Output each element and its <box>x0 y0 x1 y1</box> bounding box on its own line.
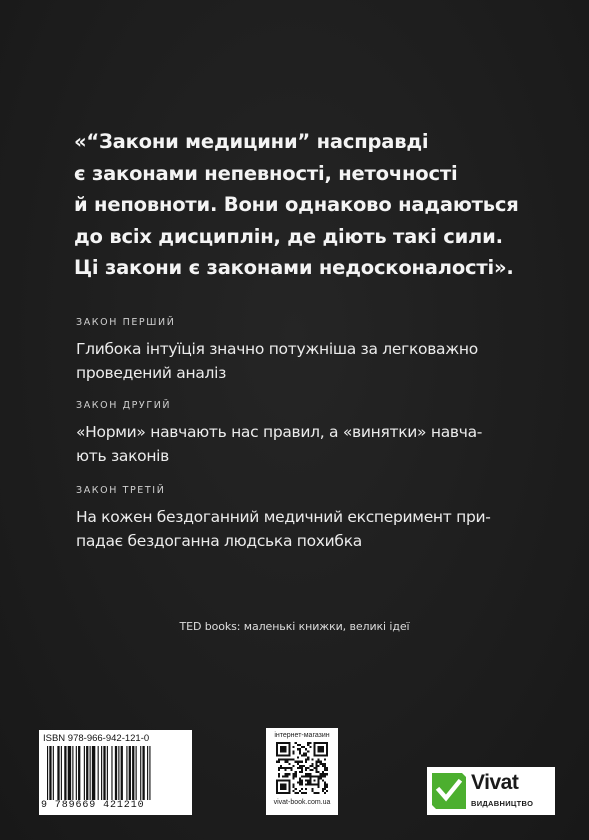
publisher-name: Vivat <box>471 771 519 794</box>
law-third <box>76 484 536 553</box>
law-label: ЗАКОН ДРУГИЙ <box>76 400 172 411</box>
law-text-line: ють законів <box>76 447 169 465</box>
shop-url: vivat-book.com.ua <box>273 799 331 806</box>
isbn-number: ISBN 978-966-942-121-0 <box>43 733 150 744</box>
law-text-line: падає бездоганна людська похибка <box>76 532 362 550</box>
cover-quote <box>74 126 534 284</box>
law-label: ЗАКОН ПЕРШИЙ <box>76 317 176 328</box>
series-tagline: TED books: маленькі книжки, великі ідеї <box>179 620 410 633</box>
quote-line: Ці закони є законами недосконалості». <box>74 256 514 279</box>
vivat-check-icon <box>432 773 466 809</box>
barcode-digits: 9 789669 421210 <box>41 800 145 811</box>
quote-line: є законами непевності, неточності <box>74 161 458 185</box>
law-text-line: Глибока інтуїція значно потужніша за легковажно <box>76 340 478 358</box>
online-shop-qr <box>266 728 338 815</box>
publisher-subtitle: ВИДАВНИЦТВО <box>471 799 534 808</box>
publisher-logo <box>427 767 555 815</box>
law-first <box>76 316 536 385</box>
law-text-line: На кожен бездоганний медичний експеримент при- <box>76 508 491 526</box>
quote-line: до всіх дисциплін, де діють такі сили. <box>74 224 503 248</box>
qr-code-icon <box>276 742 328 794</box>
shop-label: інтернет-магазин <box>274 732 330 739</box>
quote-line: й неповноти. Вони однаково надаються <box>74 193 519 216</box>
quote-line: «“Закони медицини” насправді <box>74 130 429 153</box>
law-text-line: проведений аналіз <box>76 364 227 382</box>
isbn-barcode <box>39 730 192 815</box>
law-label: ЗАКОН ТРЕТІЙ <box>76 485 166 496</box>
law-text-line: «Норми» навчають нас правил, а «винятки» навча- <box>76 423 483 441</box>
law-second <box>76 399 536 468</box>
barcode-bars <box>47 746 185 800</box>
